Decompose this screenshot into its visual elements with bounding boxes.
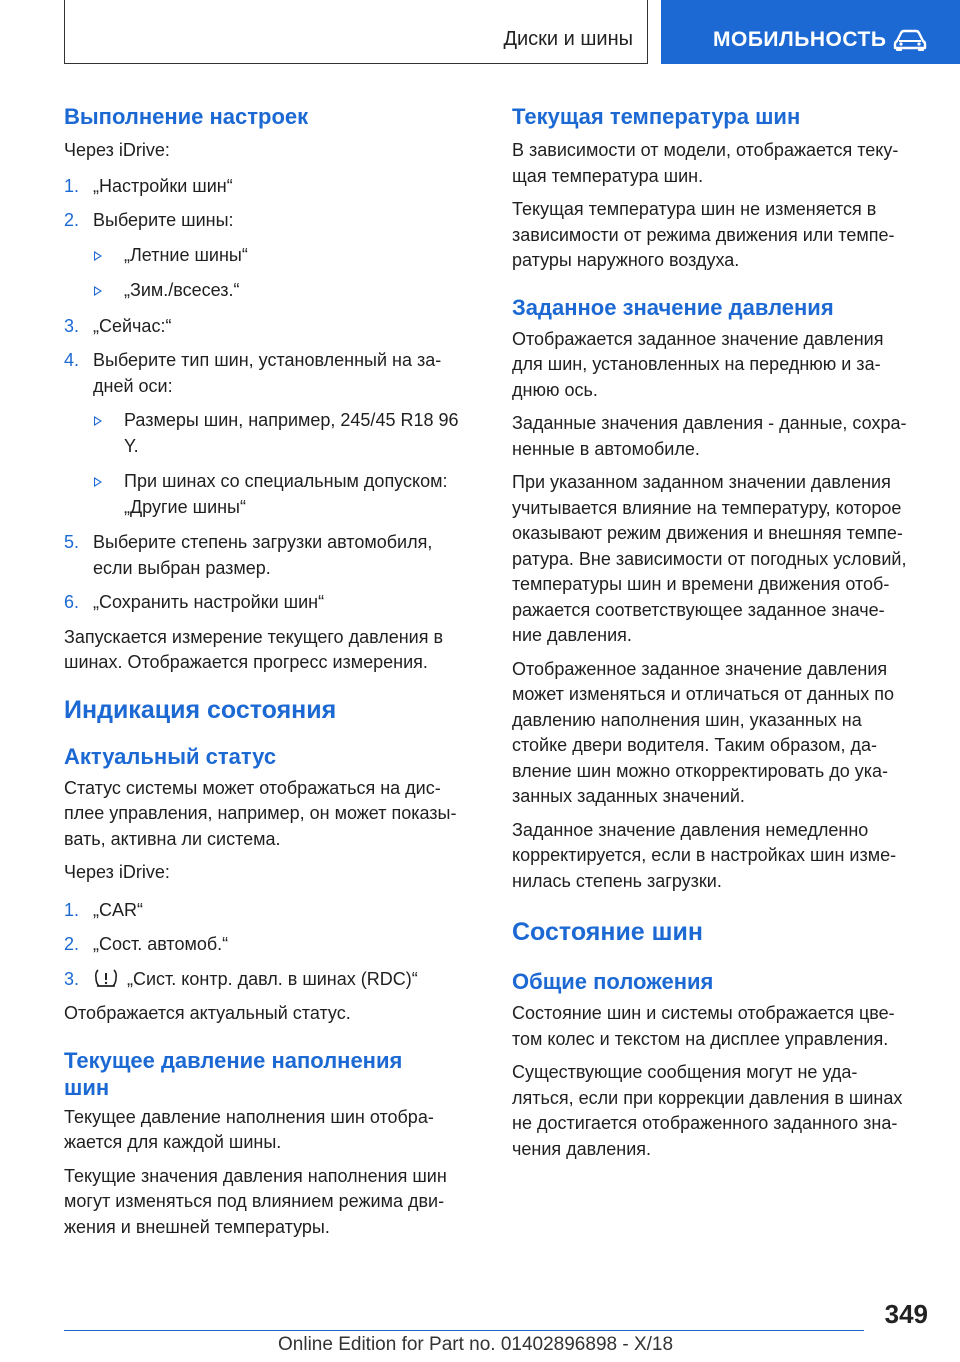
paragraph: При указанном заданном значении давления учитывается влияние на температуру, которое оказывают режим движения и внешняя темпе- ратура. Вне зависимости от погодных условий, температуры шин и времени движения отоб- ражается соответствующее заданное значе- ние давления. xyxy=(512,472,907,645)
paragraph: Статус системы может отображаться на дис- плее управления, например, он может показы- вать, активна ли система. xyxy=(64,777,457,849)
category-title: МОБИЛЬНОСТЬ xyxy=(713,28,887,51)
paragraph: Отображается актуальный статус. xyxy=(64,1003,351,1023)
settings-steps xyxy=(64,174,484,616)
bullet-triangle-icon xyxy=(94,416,102,426)
paragraph: Текущие значения давления наполнения шин могут изменяться под влиянием режима дви- жения и внешней температуры. xyxy=(64,1165,447,1237)
footer-divider xyxy=(64,1330,864,1331)
paragraph: Через iDrive: xyxy=(64,862,170,882)
paragraph: Заданное значение давления немедленно корректируется, если в настройках шин изме- нилась степень загрузки. xyxy=(512,819,897,891)
list-item: 6. „Сохранить настройки шин“ xyxy=(64,592,325,612)
sub-item: „Зим./всесез.“ xyxy=(64,278,484,304)
bullet-triangle-icon xyxy=(94,251,102,261)
paragraph: Существующие сообщения могут не уда- ляться, если при коррекции давления в шинах не достигается отображенного заданного зна- чения давления. xyxy=(512,1062,903,1159)
category-tab xyxy=(661,0,960,64)
tire-pressure-icon xyxy=(93,968,119,988)
paragraph: Отображается заданное значение давления для шин, установленных на переднюю и за- днюю ось. xyxy=(512,328,884,400)
paragraph: В зависимости от модели, отображается теку- щая температура шин. xyxy=(512,140,899,186)
list-item: 1. „CAR“ xyxy=(64,899,143,920)
list-item: 1. „Настройки шин“ xyxy=(64,175,233,196)
car-icon xyxy=(893,28,927,52)
list-item: 4. Выберите тип шин, установленный на за- дней оси: xyxy=(64,350,442,396)
status-steps xyxy=(64,898,484,993)
section-heading: Актуальный статус xyxy=(64,743,277,769)
paragraph: Текущая температура шин не изменяется в зависимости от режима движения или темпе- ратуры наружного воздуха. xyxy=(512,199,895,270)
page-number: 349 xyxy=(884,1299,928,1329)
paragraph: Текущее давление наполнения шин отобра- жается для каждой шины. xyxy=(64,1106,434,1152)
list-item: 3. „Сист. контр. давл. в шинах (RDC)“ xyxy=(64,968,418,989)
chapter-heading: Состояние шин xyxy=(512,918,703,946)
sub-item: При шинах со специальным допуском: „Другие шины“ xyxy=(64,469,484,520)
list-item: 3. „Сейчас:“ xyxy=(64,315,172,336)
chapter-heading: Индикация состояния xyxy=(64,695,337,724)
list-item: 2. „Сост. автомоб.“ xyxy=(64,934,229,954)
section-heading: Текущее давление наполнения шин xyxy=(64,1047,403,1100)
footer-edition: Online Edition for Part no. 01402896898 - X/18 xyxy=(278,1334,674,1355)
sub-item: „Летние шины“ xyxy=(64,243,484,269)
left-column xyxy=(64,96,484,1240)
right-column xyxy=(512,96,932,1162)
paragraph: Состояние шин и системы отображается цве- том колес и текстом на дисплее управления. xyxy=(512,1003,895,1049)
sub-item: Размеры шин, например, 245/45 R18 96 Y. xyxy=(64,408,484,459)
section-tab xyxy=(64,0,648,64)
paragraph: Через iDrive: xyxy=(64,140,170,160)
list-item: 5. Выберите степень загрузки автомобиля, если выбран размер. xyxy=(64,532,433,578)
section-heading: Выполнение настроек xyxy=(64,104,309,129)
section-title: Диски и шины xyxy=(503,28,633,50)
section-heading: Заданное значение давления xyxy=(512,294,834,320)
bullet-triangle-icon xyxy=(94,286,102,296)
paragraph: Отображенное заданное значение давления может изменяться и отличаться от данных по давлению наполнения шин, указанных на стойке двери водителя. Таким образом, да- вление шин можно откорректировать до ука- занных заданных значений. xyxy=(512,658,895,806)
section-heading: Текущая температура шин xyxy=(512,104,801,129)
section-heading: Общие положения xyxy=(512,969,714,994)
paragraph: Запускается измерение текущего давления в шинах. Отображается прогресс измерения. xyxy=(64,626,444,672)
list-item: 2. Выберите шины: xyxy=(64,210,234,230)
paragraph: Заданные значения давления - данные, сохра- ненные в автомобиле. xyxy=(512,413,907,459)
page-header xyxy=(64,0,960,66)
bullet-triangle-icon xyxy=(94,477,102,487)
